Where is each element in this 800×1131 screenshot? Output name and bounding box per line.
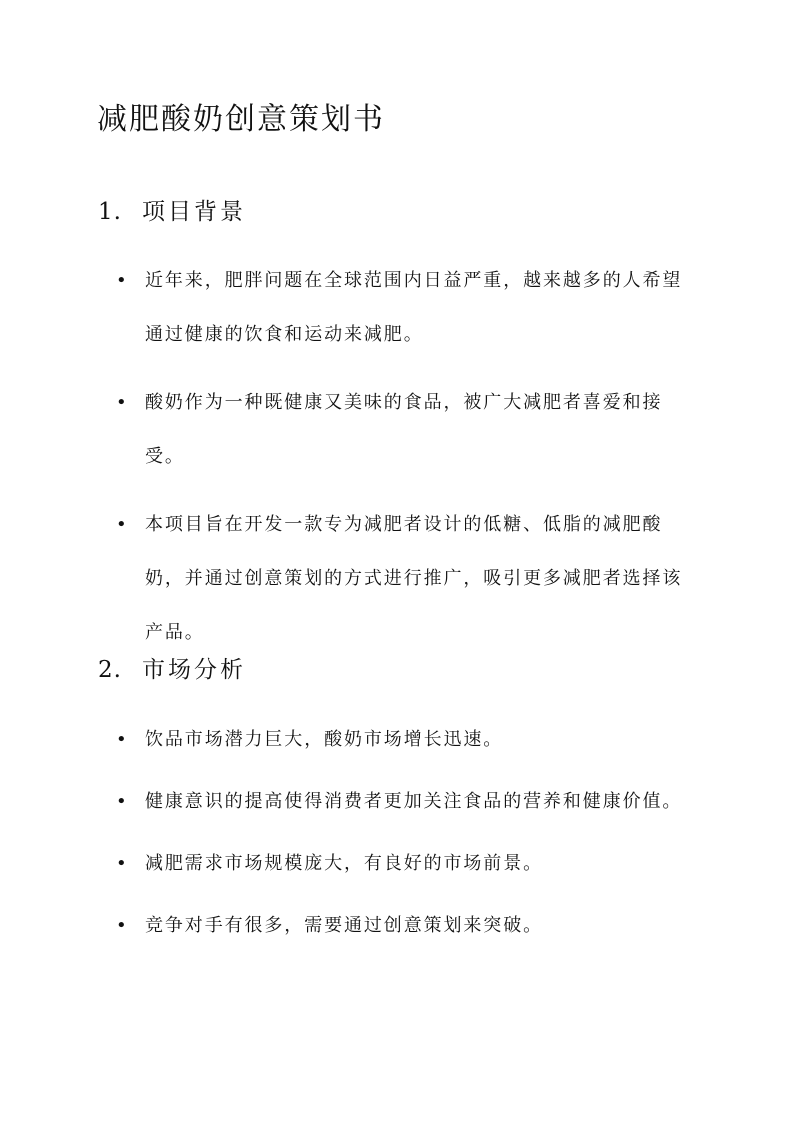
bullet-list-market-analysis <box>0 713 800 953</box>
list-item <box>0 837 800 891</box>
bullet-icon: • <box>116 791 127 812</box>
list-item-text: 本项目旨在开发一款专为减肥者设计的低糖、低脂的减肥酸奶，并通过创意策划的方式进行推广，吸引更多减肥者选择该产品。 <box>145 514 683 643</box>
document-title: 减肥酸奶创意策划书 <box>97 102 385 137</box>
bullet-icon: • <box>116 729 127 750</box>
section-heading-project-background <box>98 194 246 230</box>
section-title: 项目背景 <box>142 199 246 225</box>
bullet-icon: • <box>116 915 127 936</box>
section-number: 1. <box>98 199 122 225</box>
bullet-icon: • <box>116 514 127 535</box>
list-item <box>0 376 800 484</box>
section-title: 市场分析 <box>142 657 246 683</box>
list-item-text: 近年来，肥胖问题在全球范围内日益严重，越来越多的人希望通过健康的饮食和运动来减肥。 <box>145 270 683 345</box>
bullet-list-project-background <box>0 254 800 660</box>
bullet-icon: • <box>116 392 127 413</box>
list-item-text: 健康意识的提高使得消费者更加关注食品的营养和健康价值。 <box>145 791 683 812</box>
list-item <box>0 713 800 767</box>
section-number: 2. <box>98 657 122 683</box>
list-item <box>0 775 800 829</box>
list-item <box>0 899 800 953</box>
list-item-text: 饮品市场潜力巨大，酸奶市场增长迅速。 <box>145 729 504 750</box>
list-item-text: 酸奶作为一种既健康又美味的食品，被广大减肥者喜爱和接受。 <box>145 392 663 467</box>
list-item-text: 减肥需求市场规模庞大，有良好的市场前景。 <box>145 853 543 874</box>
section-heading-market-analysis <box>98 652 246 688</box>
list-item <box>0 498 800 660</box>
list-item-text: 竞争对手有很多，需要通过创意策划来突破。 <box>145 915 543 936</box>
bullet-icon: • <box>116 853 127 874</box>
bullet-icon: • <box>116 270 127 291</box>
list-item <box>0 254 800 362</box>
